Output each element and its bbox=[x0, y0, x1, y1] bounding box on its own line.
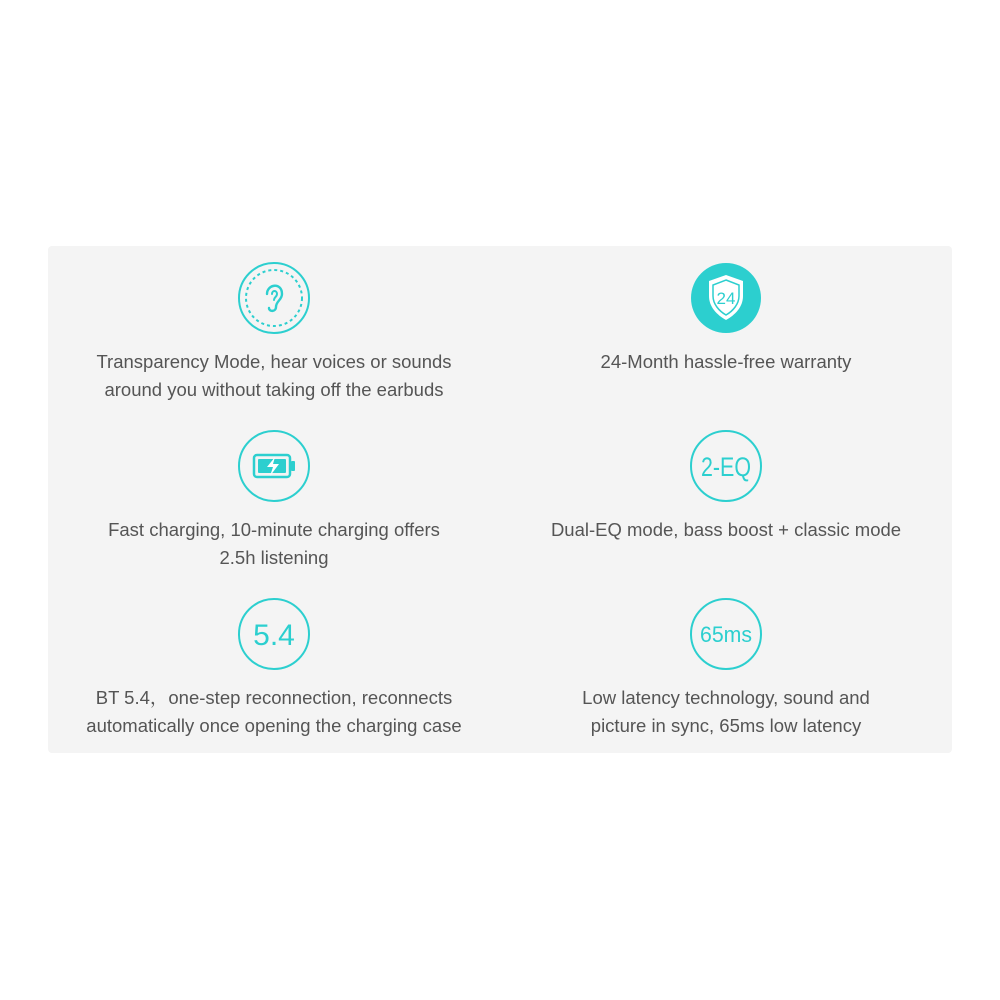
feature-description bbox=[551, 516, 901, 544]
feature-line: picture in sync, 65ms low latency bbox=[590, 715, 862, 736]
feature-description bbox=[582, 684, 870, 740]
feature-line: BT 5.4，one-step reconnection, reconnects bbox=[95, 687, 453, 708]
bt-icon-label: 5.4 bbox=[253, 619, 295, 652]
ear-icon bbox=[236, 260, 312, 336]
feature-warranty bbox=[500, 260, 952, 376]
feature-description bbox=[601, 348, 852, 376]
feature-line: Dual-EQ mode, bass boost + classic mode bbox=[550, 519, 902, 540]
feature-transparency-mode bbox=[48, 260, 500, 404]
latency-icon bbox=[688, 596, 764, 672]
feature-dual-eq bbox=[500, 428, 952, 544]
feature-line: 24-Month hassle-free warranty bbox=[600, 351, 852, 372]
feature-line: Fast charging, 10-minute charging offers bbox=[108, 519, 440, 540]
dual-eq-icon bbox=[688, 428, 764, 504]
shield-warranty-icon bbox=[688, 260, 764, 336]
bluetooth-version-icon bbox=[236, 596, 312, 672]
feature-fast-charging bbox=[48, 428, 500, 572]
feature-line: Low latency technology, sound and bbox=[582, 687, 870, 708]
features-card bbox=[48, 246, 952, 753]
fast-charging-battery-icon bbox=[236, 428, 312, 504]
feature-line: Transparency Mode, hear voices or sounds bbox=[96, 351, 452, 372]
feature-line: automatically once opening the charging case bbox=[86, 715, 462, 736]
feature-line: 2.5h listening bbox=[219, 547, 329, 568]
feature-description bbox=[96, 348, 451, 404]
feature-bluetooth bbox=[48, 596, 500, 740]
latency-icon-label: 65ms bbox=[700, 622, 752, 647]
feature-description bbox=[86, 684, 461, 740]
feature-low-latency bbox=[500, 596, 952, 740]
feature-line: around you without taking off the earbuds bbox=[104, 379, 444, 400]
feature-description bbox=[108, 516, 440, 572]
warranty-icon-label: 24 bbox=[716, 289, 736, 308]
eq-icon-label: 2-EQ bbox=[701, 452, 751, 482]
